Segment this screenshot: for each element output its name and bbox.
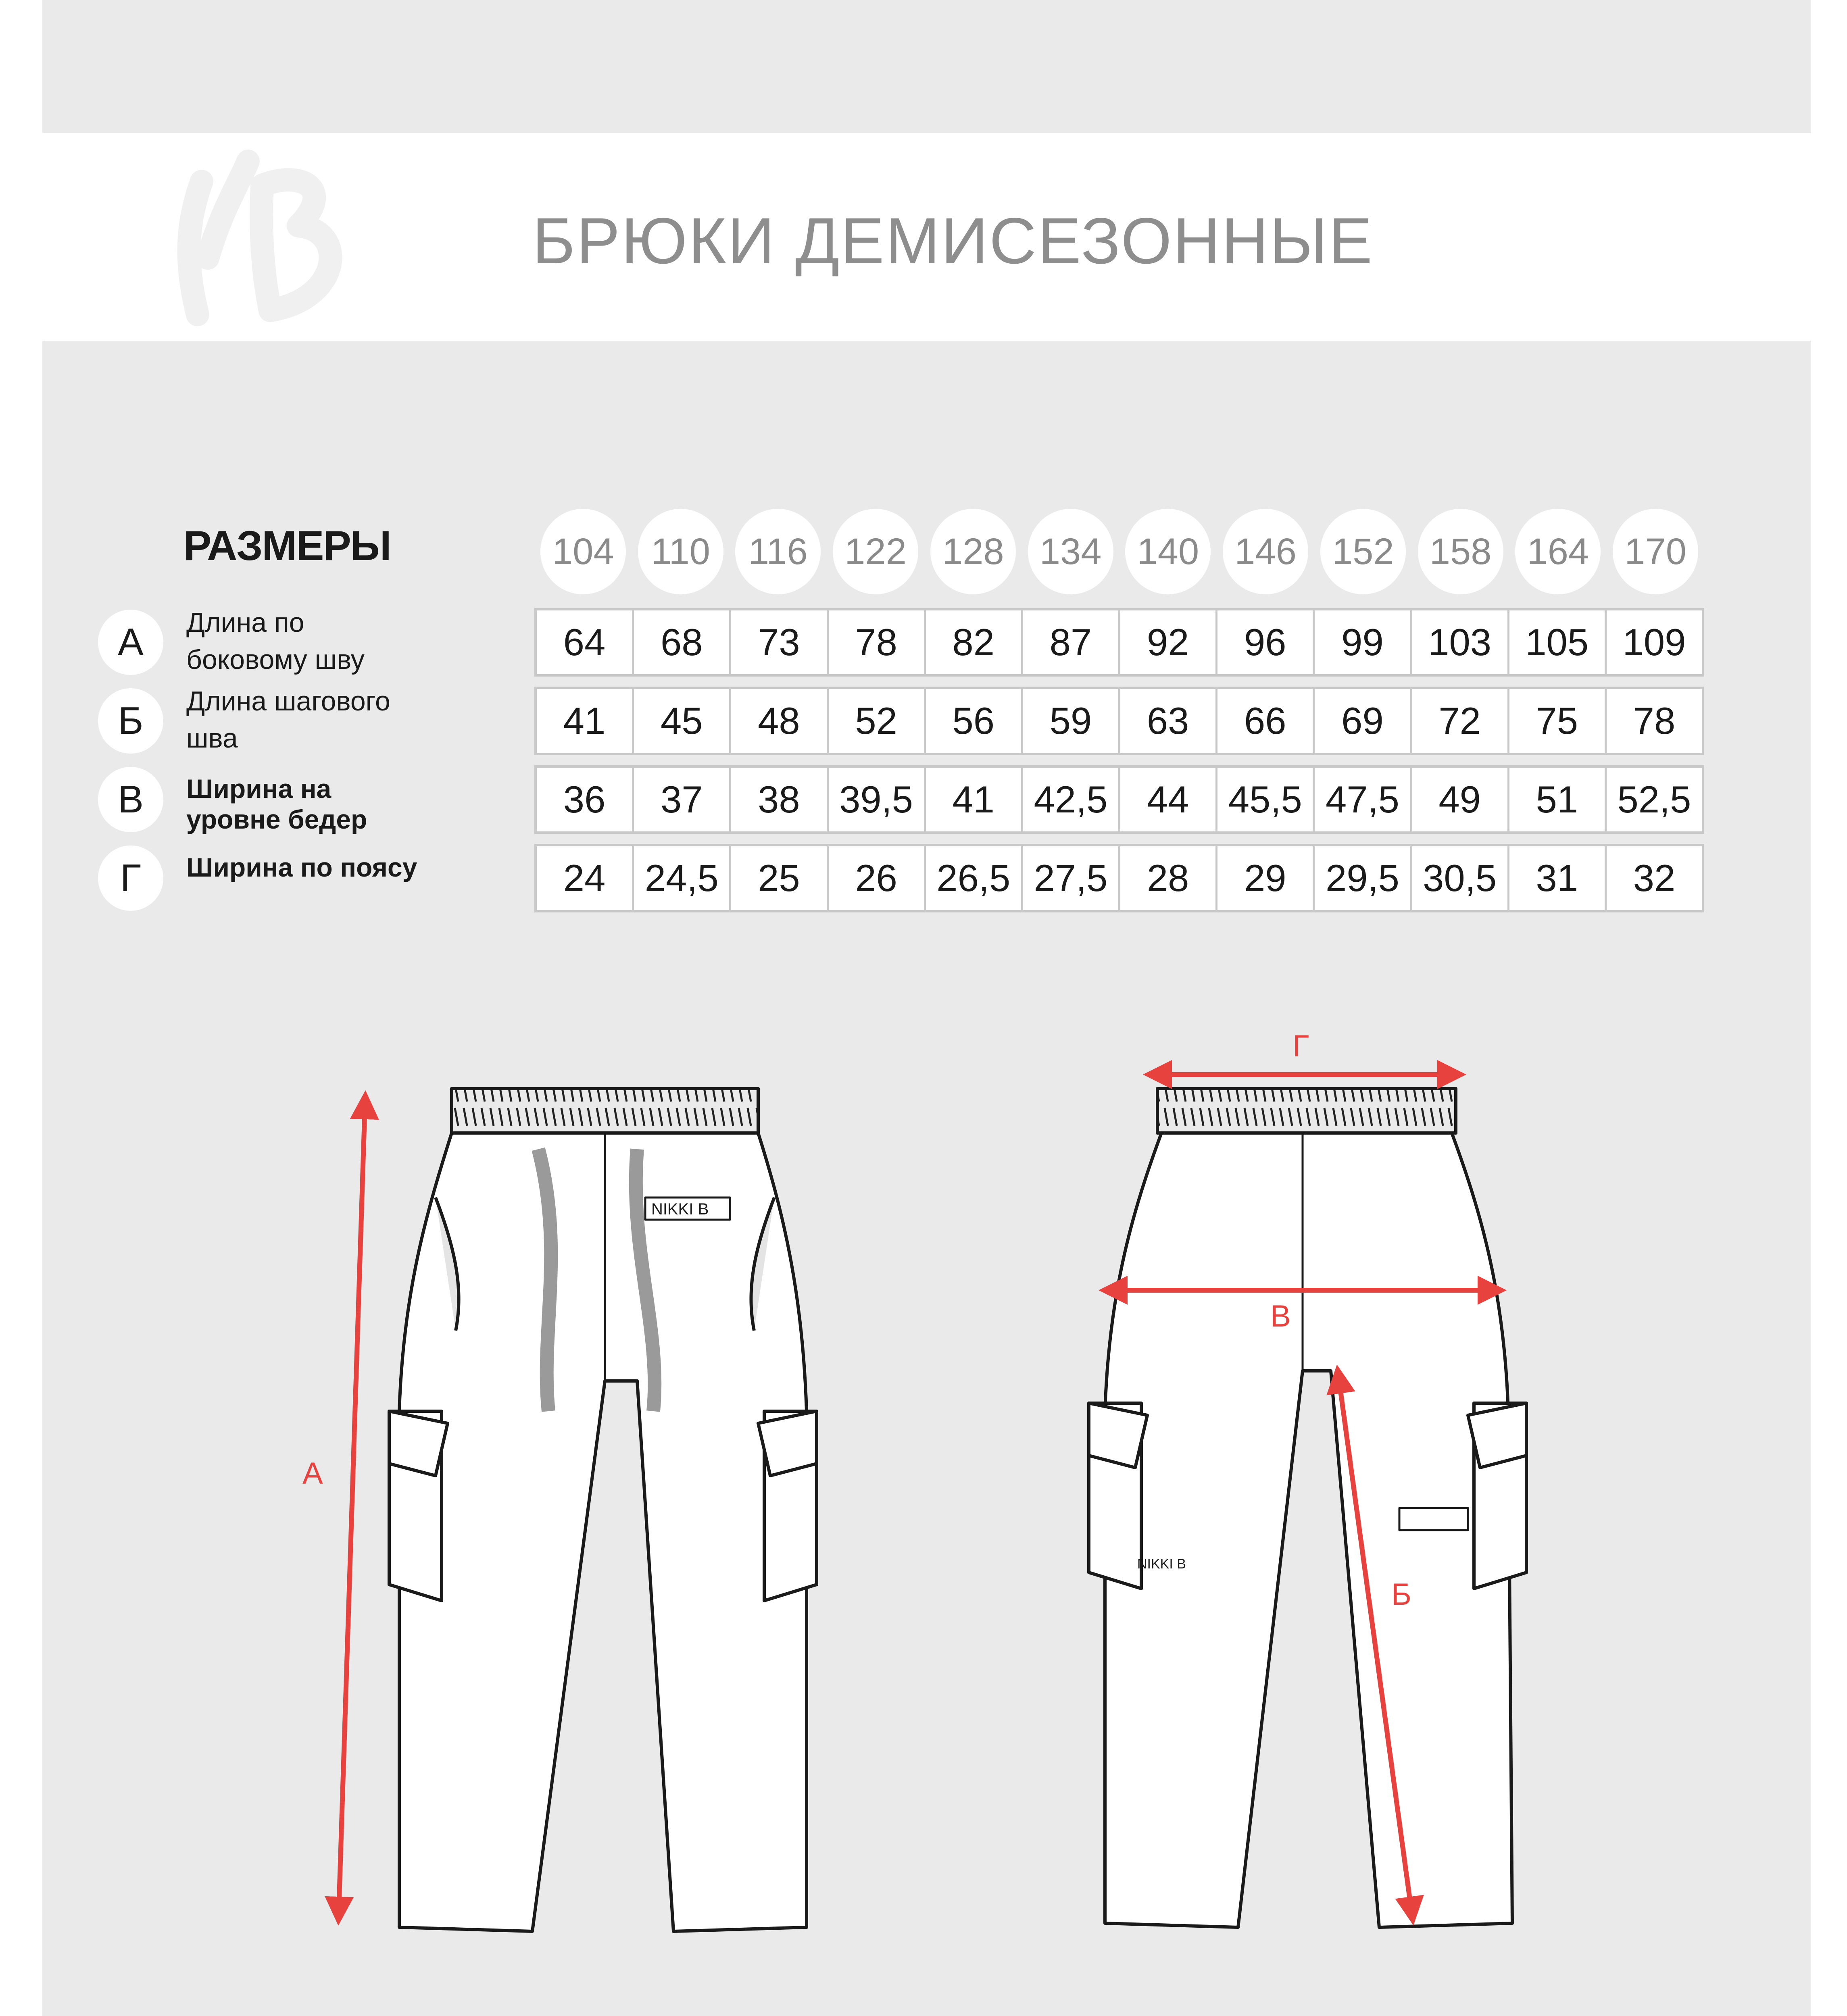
- data-row: [534, 844, 1704, 912]
- size-header-cell: 164: [1515, 509, 1601, 594]
- row-letter-badge: Б: [98, 688, 163, 754]
- data-cell: 30,5: [1412, 846, 1509, 910]
- back-pants-drawing: [1089, 1089, 1526, 1927]
- size-header-cell: 116: [735, 509, 821, 594]
- data-cell: 26: [829, 846, 926, 910]
- data-cell: 56: [926, 689, 1023, 753]
- data-cell: 24,5: [634, 846, 731, 910]
- data-cell: 105: [1509, 610, 1607, 674]
- size-header-cell: 110: [638, 509, 723, 594]
- data-cell: 49: [1412, 768, 1509, 831]
- data-cell: 27,5: [1023, 846, 1120, 910]
- page-title: БРЮКИ ДЕМИСЕЗОННЫЕ: [532, 204, 1374, 277]
- data-cell: 78: [829, 610, 926, 674]
- data-cell: 72: [1412, 689, 1509, 753]
- inseam-label: Б: [1391, 1577, 1411, 1612]
- data-cell: 31: [1509, 846, 1607, 910]
- waist-label: Г: [1292, 1029, 1309, 1063]
- size-header-cell: 128: [930, 509, 1016, 594]
- back-print-label: NIKKI B: [1137, 1556, 1186, 1572]
- data-cell: 29,5: [1315, 846, 1412, 910]
- data-cell: 78: [1633, 700, 1676, 742]
- data-cell: 63: [1120, 689, 1217, 753]
- data-cell: 45,5: [1217, 768, 1315, 831]
- size-header-cell: 140: [1125, 509, 1211, 594]
- data-cell: 52: [829, 689, 926, 753]
- data-cell: 44: [1120, 768, 1217, 831]
- data-cell: 29: [1217, 846, 1315, 910]
- data-cell: 69: [1315, 689, 1412, 753]
- data-cell: 66: [1217, 689, 1315, 753]
- sizes-label: РАЗМЕРЫ: [183, 523, 391, 569]
- data-cell: 109: [1622, 621, 1686, 663]
- data-cell: 73: [731, 610, 828, 674]
- data-row: [534, 608, 1704, 677]
- data-cell: 41: [537, 689, 634, 753]
- data-cell: 28: [1120, 846, 1217, 910]
- row-letter-badge: А: [98, 610, 163, 675]
- data-cell: 82: [926, 610, 1023, 674]
- data-cell: 103: [1412, 610, 1509, 674]
- data-cell: 32: [1633, 857, 1676, 899]
- data-row: [534, 765, 1704, 834]
- size-header-cell: 158: [1418, 509, 1503, 594]
- data-cell: 36: [537, 768, 634, 831]
- row-letter-badge: В: [98, 767, 163, 832]
- row-label: Длина по боковому шву: [186, 607, 365, 675]
- size-header-cell: 134: [1028, 509, 1113, 594]
- size-header-cell: 152: [1320, 509, 1406, 594]
- data-row: [534, 687, 1704, 755]
- data-cell: 52,5: [1617, 778, 1691, 821]
- data-cell: 99: [1315, 610, 1412, 674]
- data-cell: 37: [634, 768, 731, 831]
- data-cell: 25: [731, 846, 828, 910]
- front-print-label: NIKKI B: [651, 1200, 709, 1218]
- data-cell: 24: [537, 846, 634, 910]
- size-header-cell: 170: [1613, 509, 1698, 594]
- data-cell: 45: [634, 689, 731, 753]
- data-cell: 39,5: [829, 768, 926, 831]
- brand-logo: [169, 137, 363, 339]
- data-cell: 87: [1023, 610, 1120, 674]
- row-label: Ширина на уровне бедер: [186, 774, 367, 834]
- size-header-cell: 146: [1223, 509, 1308, 594]
- front-pants-drawing: [389, 1089, 817, 1931]
- data-cell: 92: [1120, 610, 1217, 674]
- data-cell: 47,5: [1315, 768, 1412, 831]
- data-cell: 75: [1509, 689, 1607, 753]
- size-header-cell: 104: [540, 509, 626, 594]
- data-cell: 51: [1509, 768, 1607, 831]
- row-letter-badge: Г: [98, 846, 163, 911]
- row-label: Длина шагового шва: [186, 686, 390, 754]
- data-cell: 68: [634, 610, 731, 674]
- data-cell: 38: [731, 768, 828, 831]
- data-cell: 26,5: [926, 846, 1023, 910]
- top-band: [42, 0, 1811, 133]
- size-header-cell: 122: [833, 509, 918, 594]
- row-label: Ширина по поясу: [186, 852, 417, 882]
- data-cell: 42,5: [1023, 768, 1120, 831]
- data-cell: 59: [1023, 689, 1120, 753]
- front-length-label: А: [302, 1456, 323, 1491]
- hip-label: В: [1270, 1299, 1291, 1333]
- data-cell: 64: [537, 610, 634, 674]
- data-cell: 48: [731, 689, 828, 753]
- data-cell: 41: [926, 768, 1023, 831]
- pants-diagram: [0, 1008, 1847, 1976]
- data-cell: 96: [1217, 610, 1315, 674]
- front-length-arrow: [339, 1105, 365, 1911]
